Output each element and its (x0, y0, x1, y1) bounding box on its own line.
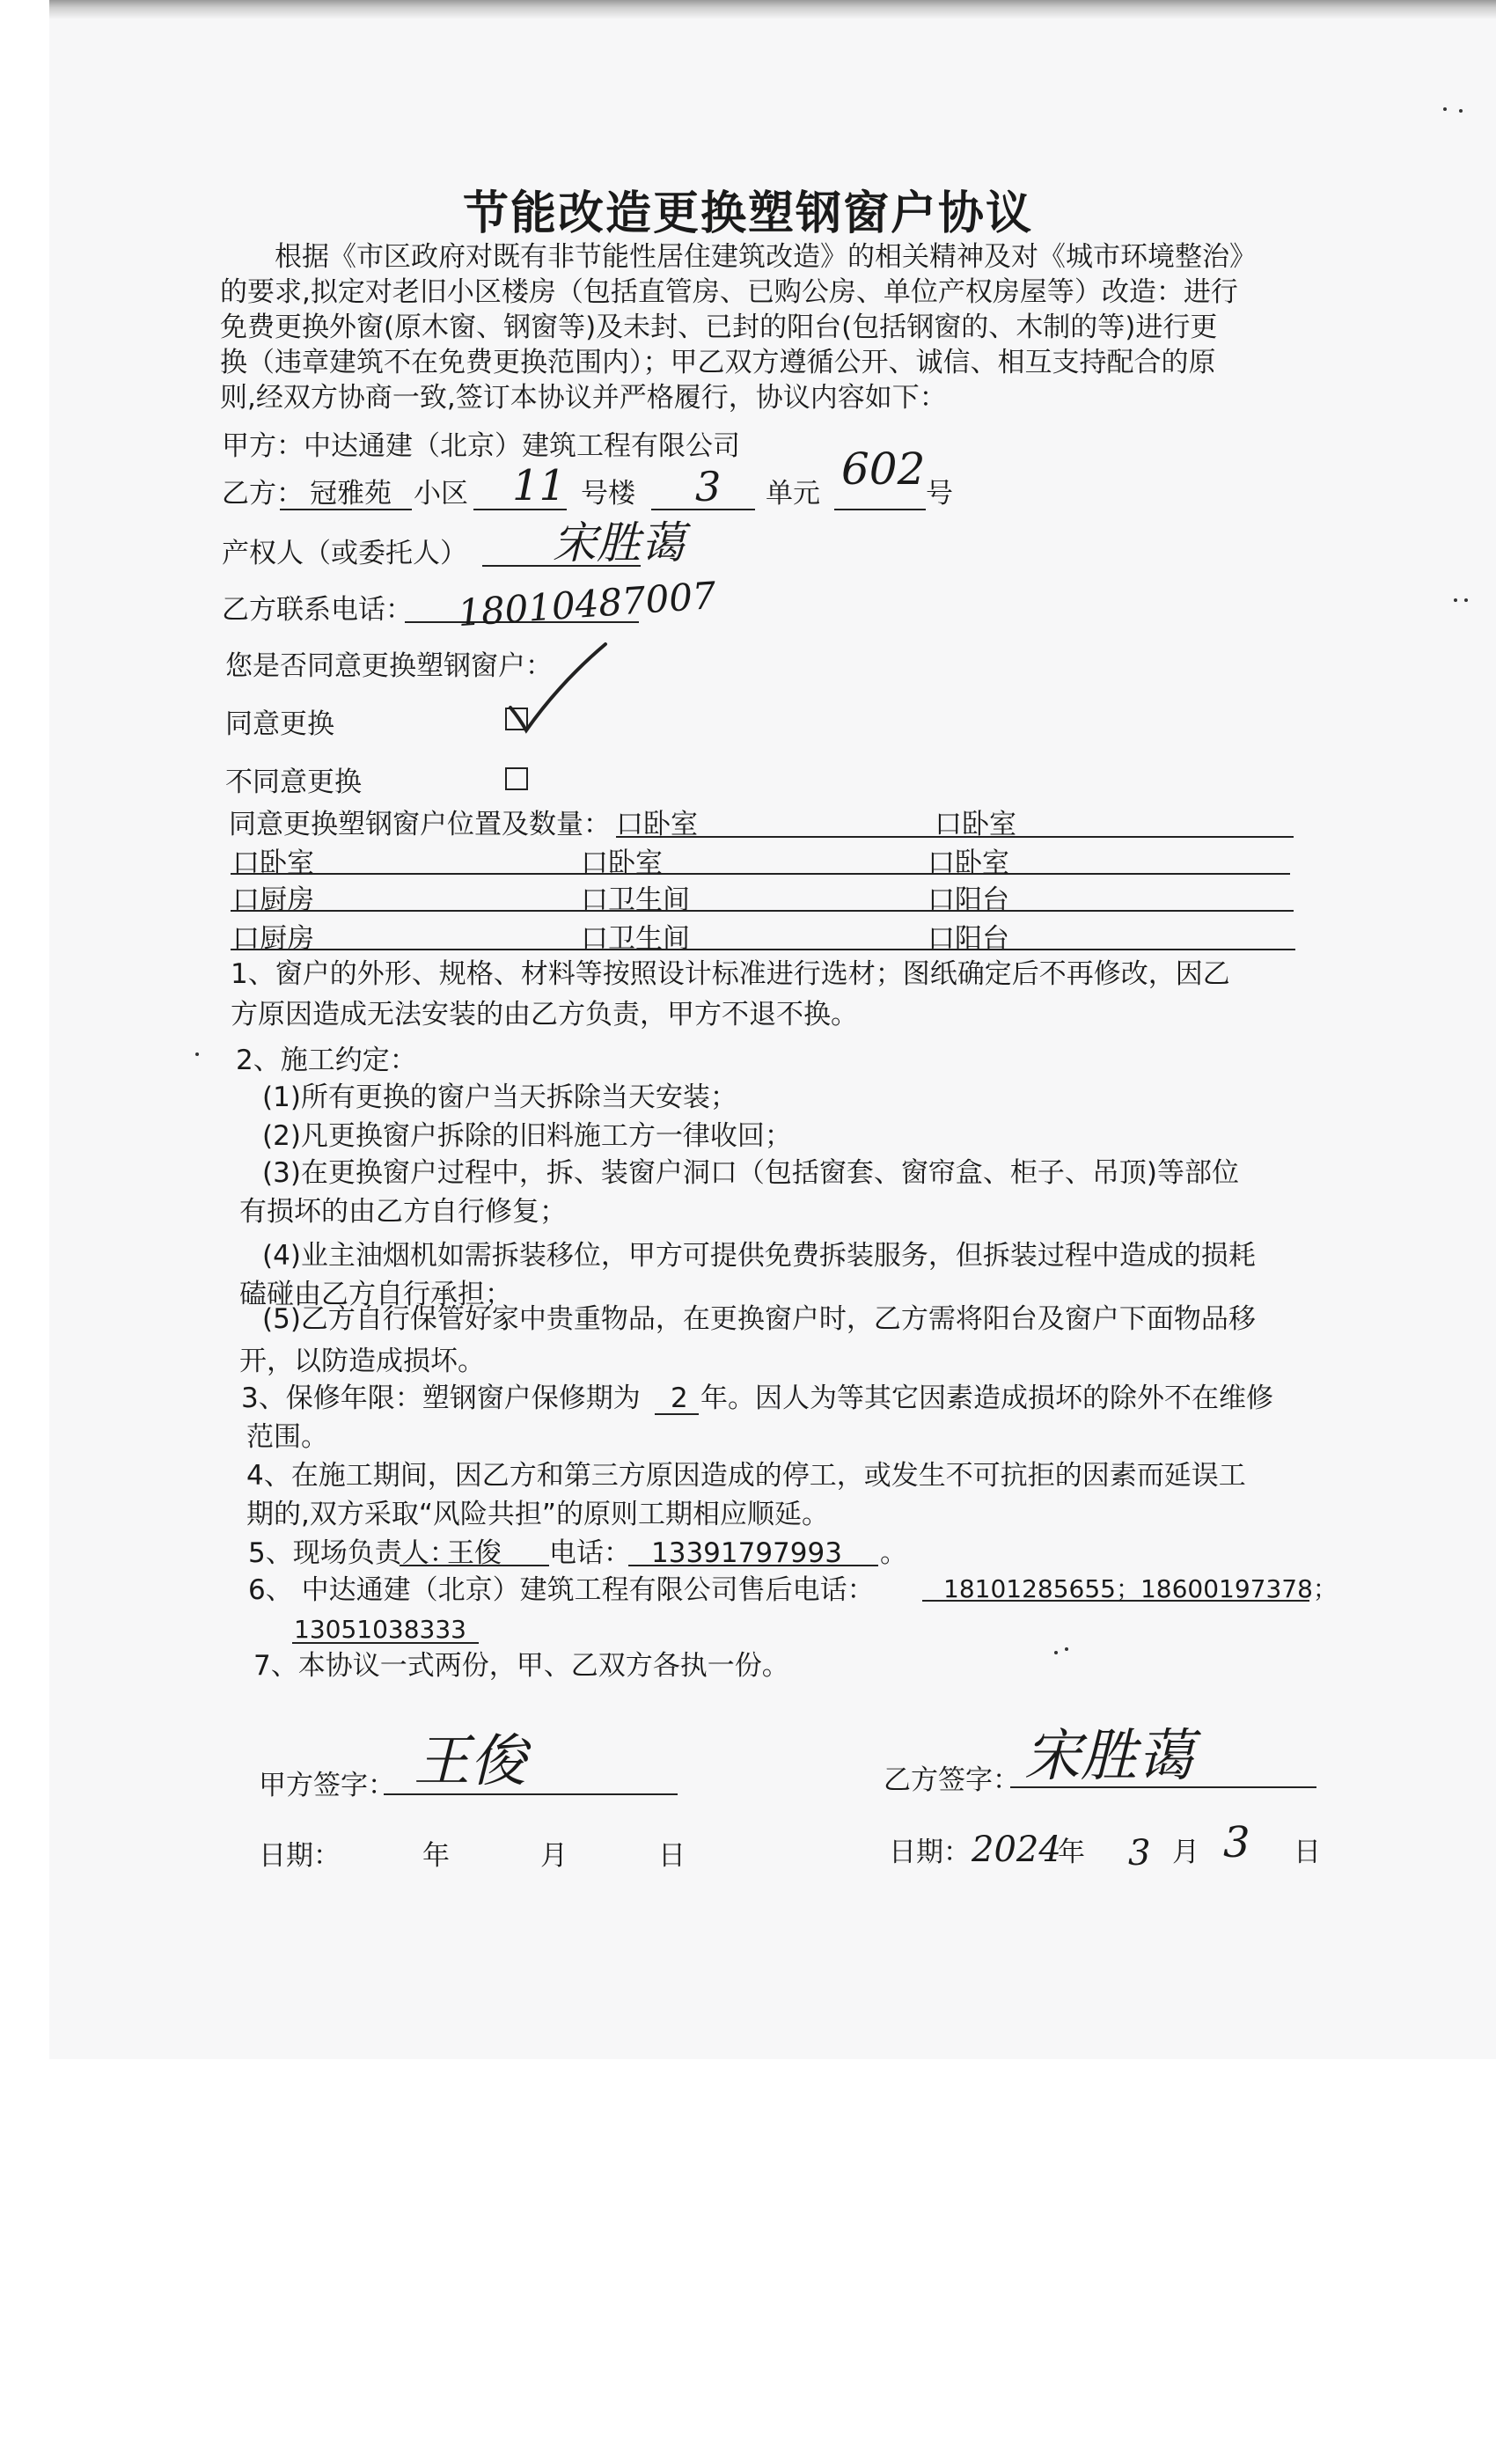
scan-speck (195, 1052, 199, 1056)
scan-speck (1459, 109, 1463, 113)
clause-2-title: 2、施工约定： (236, 1045, 417, 1076)
party-b-label: 乙方： (222, 478, 304, 510)
page-title: 节能改造更换塑钢窗户协议 (462, 187, 1033, 240)
date-b-year-value: 2024 (972, 1830, 1061, 1870)
scan-speck (1443, 107, 1447, 111)
clause-4-line: 期的,双方采取“风险共担”的原则工期相应顺延。 (246, 1499, 829, 1530)
date-b-month: 月 (1172, 1837, 1199, 1868)
phone-value: 18010487007 (456, 573, 718, 635)
site-manager: 王俊 (447, 1537, 502, 1569)
clause-3-suffix: 年。因人为等其它因素造成损坏的除外不在维修 (700, 1382, 1273, 1414)
clause-6-prefix: 6、 中达通建（北京）建筑工程有限公司售后电话： (248, 1574, 875, 1606)
position-option[interactable]: 口阳台 (928, 923, 1009, 955)
clause-5-end: 。 (880, 1537, 907, 1569)
clause-4-line: 4、在施工期间，因乙方和第三方原因造成的停工，或发生不可抗拒的因素而延误工 (246, 1460, 1246, 1492)
scan-speck (1054, 1651, 1058, 1654)
sign-a-signature: 王俊 (414, 1729, 526, 1794)
building-value: 11 (512, 461, 567, 510)
agree-question: 您是否同意更换塑钢窗户： (225, 650, 553, 682)
position-option[interactable]: 口卧室 (928, 847, 1009, 879)
position-option[interactable]: 口卫生间 (581, 923, 690, 955)
intro-paragraph (220, 239, 1285, 415)
clause-5-prefix: 5、现场负责人： (248, 1537, 457, 1569)
scan-speck (1065, 1647, 1068, 1651)
clause-7: 7、本协议一式两份，甲、乙双方各执一份。 (253, 1650, 789, 1682)
community-suffix: 小区 (414, 478, 468, 510)
option-agree-label: 同意更换 (225, 708, 334, 740)
position-option[interactable]: 口卧室 (581, 847, 663, 879)
date-a-day: 日 (658, 1840, 686, 1872)
community-value: 冠雅苑 (310, 478, 392, 510)
option-disagree-label: 不同意更换 (225, 766, 362, 798)
position-option[interactable]: 口卧室 (232, 847, 314, 879)
clause-1-line: 1、窗户的外形、规格、材料等按照设计标准进行选材；图纸确定后不再修改，因乙 (231, 958, 1230, 990)
clause-2-item: (4)业主油烟机如需拆装移位，甲方可提供免费拆装服务，但拆装过程中造成的损耗 (262, 1240, 1256, 1272)
room-value: 602 (841, 444, 926, 495)
positions-row-line (616, 836, 1294, 838)
intro-line: 的要求,拟定对老旧小区楼房（包括直管房、已购公房、单位产权房屋等）改造：进行 (220, 276, 1238, 308)
clause-2-item: 磕碰由乙方自行承担； (239, 1279, 512, 1310)
clause-5-phone-label: 电话： (549, 1537, 631, 1569)
unit-value: 3 (695, 463, 722, 510)
date-a-label: 日期： (259, 1840, 341, 1872)
date-b-label: 日期： (889, 1837, 971, 1868)
positions-label: 同意更换塑钢窗户位置及数量： (229, 809, 611, 840)
after-sales-phone-3: 13051038333 (294, 1615, 466, 1644)
clause-1-line: 方原因造成无法安装的由乙方负责，甲方不退不换。 (231, 999, 858, 1030)
party-a: 甲方：中达通建（北京）建筑工程有限公司 (222, 430, 740, 462)
date-b-day-value: 3 (1223, 1818, 1250, 1867)
clause-2-item: (2)凡更换窗户拆除的旧料施工方一律收回； (262, 1120, 792, 1152)
owner-signature: 宋胜蔼 (553, 517, 685, 568)
date-a-month: 月 (540, 1840, 568, 1872)
date-b-month-value: 3 (1128, 1833, 1151, 1874)
room-suffix: 号 (926, 478, 953, 510)
clause-3-line2: 范围。 (246, 1421, 328, 1453)
position-option[interactable]: 口卫生间 (581, 884, 690, 916)
checkmark-icon (507, 639, 612, 736)
intro-line: 免费更换外窗(原木窗、钢窗等)及未封、已封的阳台(包括钢窗的、木制的等)进行更 (220, 312, 1218, 343)
date-a-year: 年 (422, 1840, 450, 1872)
date-b-day: 日 (1294, 1837, 1321, 1868)
positions-row-line (231, 949, 1295, 950)
position-option[interactable]: 口卧室 (616, 809, 698, 840)
disagree-checkbox[interactable] (505, 767, 528, 790)
scan-top-edge (49, 0, 1496, 19)
clause-2-item: (3)在更换窗户过程中，拆、装窗户洞口（包括窗套、窗帘盒、柜子、吊顶)等部位 (262, 1157, 1240, 1189)
clause-3-prefix: 3、保修年限：塑钢窗户保修期为 (241, 1382, 641, 1414)
clause-2-item: (5)乙方自行保管好家中贵重物品，在更换窗户时，乙方需将阳台及窗户下面物品移 (262, 1303, 1256, 1335)
position-option[interactable]: 口阳台 (928, 884, 1009, 916)
positions-row-line (231, 910, 1294, 912)
intro-line: 换（违章建筑不在免费更换范围内）；甲乙双方遵循公开、诚信、相互支持配合的原 (220, 347, 1216, 378)
warranty-years: 2 (671, 1382, 688, 1414)
sign-b-signature: 宋胜蔼 (1024, 1724, 1193, 1789)
sign-a-label: 甲方签字： (259, 1770, 395, 1801)
clause-2-item: 开，以防造成损坏。 (239, 1346, 485, 1377)
after-sales-phones: 18101285655；18600197378； (943, 1574, 1338, 1603)
building-suffix: 号楼 (581, 478, 635, 510)
position-option[interactable]: 口卧室 (935, 809, 1016, 840)
scan-speck (1454, 598, 1457, 602)
room-underline (834, 509, 926, 510)
scan-speck (1464, 598, 1468, 602)
owner-label: 产权人（或委托人） (222, 538, 467, 569)
intro-line: 则,经双方协商一致,签订本协议并严格履行，协议内容如下： (220, 382, 947, 414)
sign-b-label: 乙方签字： (884, 1764, 1020, 1796)
unit-suffix: 单元 (766, 478, 820, 510)
site-manager-phone: 13391797993 (651, 1537, 842, 1569)
position-option[interactable]: 口厨房 (232, 884, 314, 916)
position-option[interactable]: 口厨房 (232, 923, 314, 955)
date-b-year: 年 (1058, 1837, 1085, 1868)
intro-line: 根据《市区政府对既有非节能性居住建筑改造》的相关精神及对《城市环境整治》 (275, 241, 1257, 273)
clause-2-item: 有损坏的由乙方自行修复； (239, 1196, 567, 1228)
clause-2-item: (1)所有更换的窗户当天拆除当天安装； (262, 1082, 737, 1113)
phone-label: 乙方联系电话： (222, 594, 413, 626)
positions-row-line (231, 873, 1290, 875)
